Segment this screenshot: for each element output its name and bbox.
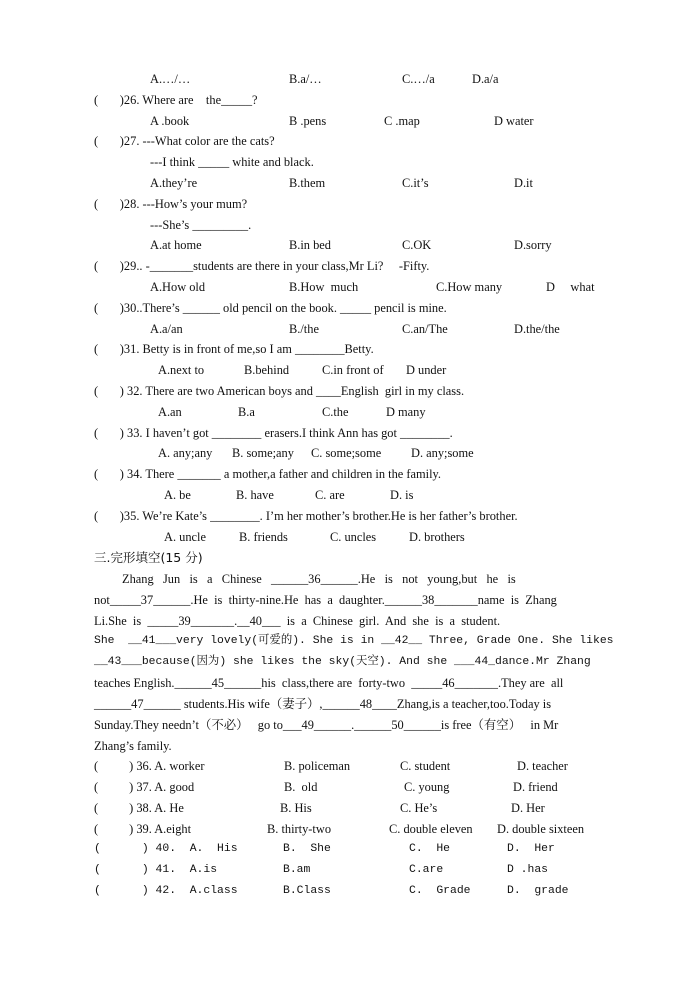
option-c: C.it’s — [402, 176, 429, 190]
passage-line: Li.She is _____39_______.__40___ is a Chinese girl. And she is a student. — [94, 614, 501, 628]
question-40: ( ) 40. A. His — [94, 843, 238, 855]
option-d: D.it — [514, 176, 533, 190]
option-d: D.a/a — [472, 72, 499, 86]
option-a: A.How old — [150, 280, 206, 294]
option-b: B. His — [280, 801, 312, 815]
passage-line: __43___because(因为) she likes the sky(天空). And she ___44_dance.Mr Zhang — [94, 656, 591, 668]
passage-line: Zhang’s family. — [94, 739, 172, 753]
passage-line: Zhang Jun is a Chinese ______36______.He is not young,but he is — [122, 572, 516, 586]
option-c: C.…/a — [402, 72, 435, 86]
question-28: ( )28. ---How’s your mum? — [94, 197, 248, 211]
option-d: D. is — [390, 488, 414, 502]
option-b: B. thirty-two — [267, 822, 332, 836]
option-c: C.are — [409, 864, 444, 876]
option-b: B. friends — [239, 530, 288, 544]
option-c: C.OK — [402, 238, 432, 252]
option-b: B./the — [289, 322, 319, 336]
option-d: D. grade — [507, 885, 569, 897]
option-a: A.they’re — [150, 176, 198, 190]
option-b: B.behind — [244, 363, 290, 377]
option-a: A.at home — [150, 238, 202, 252]
option-b: B. She — [283, 843, 331, 855]
question-29: ( )29.. -_______students are there in your class,Mr Li? -Fifty. — [94, 259, 430, 273]
question-42: ( ) 42. A.class — [94, 885, 238, 897]
option-a: A. be — [164, 488, 191, 502]
section-title: 三.完形填空(15 分) — [94, 550, 203, 565]
option-d: D. double sixteen — [497, 822, 585, 836]
option-c: C.in front of — [322, 363, 384, 377]
question-35: ( )35. We’re Kate’s ________. I’m her mother’s brother.He is her father’s brother. — [94, 509, 518, 523]
option-c: C. some;some — [311, 446, 382, 460]
option-d: D.sorry — [514, 238, 552, 252]
question-27-dialog: ---I think _____ white and black. — [150, 155, 314, 169]
question-28-dialog: ---She’s _________. — [150, 218, 252, 232]
option-c: C .map — [384, 114, 420, 128]
option-d: D under — [406, 363, 447, 377]
option-b: B.am — [283, 864, 311, 876]
option-c: C. are — [315, 488, 345, 502]
question-31: ( )31. Betty is in front of me,so I am ________Betty. — [94, 342, 374, 356]
question-34: ( ) 34. There _______ a mother,a father and children in the family. — [94, 467, 442, 481]
option-b: B. old — [284, 780, 318, 794]
option-d: D. brothers — [409, 530, 465, 544]
option-b: B .pens — [289, 114, 327, 128]
question-41: ( ) 41. A.is — [94, 864, 218, 876]
option-b: B.a — [238, 405, 255, 419]
option-c: C. He’s — [400, 801, 438, 815]
option-c: C. Grade — [409, 885, 471, 897]
passage-line: She __41___very lovely(可爱的). She is in __42__ Three, Grade One. She likes — [94, 635, 614, 647]
passage-line: teaches English.______45______his class,there are forty-two _____46_______.They are all — [94, 676, 564, 690]
option-b: B.Class — [283, 885, 331, 897]
option-c: C.an/The — [402, 322, 448, 336]
option-d: D. teacher — [517, 759, 568, 773]
option-a: A .book — [150, 114, 190, 128]
option-d: D many — [386, 405, 426, 419]
option-d: D. Her — [511, 801, 545, 815]
option-a: A.a/an — [150, 322, 183, 336]
option-a: A.…/… — [150, 72, 191, 86]
option-b: B.them — [289, 176, 326, 190]
option-a: A. any;any — [158, 446, 213, 460]
passage-line: not_____37______.He is thirty-nine.He has a daughter.______38_______name is Zhang — [94, 593, 557, 607]
option-d: D. friend — [513, 780, 558, 794]
option-d: D. Her — [507, 843, 555, 855]
passage-line: Sunday.They needn’t（不必） go to___49______.______50______is free（有空） in Mr — [94, 718, 559, 732]
option-c: C. uncles — [330, 530, 377, 544]
option-c: C. student — [400, 759, 451, 773]
option-b: B.a/… — [289, 72, 322, 86]
question-36: ( ) 36. A. worker — [94, 759, 205, 773]
option-d: D.the/the — [514, 322, 560, 336]
option-d: D. any;some — [411, 446, 474, 460]
option-c: C. young — [404, 780, 450, 794]
question-26: ( )26. Where are the_____? — [94, 93, 258, 107]
option-a: A. uncle — [164, 530, 206, 544]
option-a: A.an — [158, 405, 182, 419]
question-27: ( )27. ---What color are the cats? — [94, 134, 275, 148]
option-b: B. have — [236, 488, 274, 502]
question-39: ( ) 39. A.eight — [94, 822, 192, 836]
option-c: C. double eleven — [389, 822, 473, 836]
option-d: D what — [546, 280, 595, 294]
option-b: B. some;any — [232, 446, 294, 460]
question-30: ( )30..There’s ______ old pencil on the book. _____ pencil is mine. — [94, 301, 447, 315]
option-d: D water — [494, 114, 534, 128]
option-b: B. policeman — [284, 759, 351, 773]
passage-line: ______47______ students.His wife（妻子）,______48____Zhang,is a teacher,too.Today is — [94, 697, 552, 711]
option-c: C. He — [409, 843, 451, 855]
option-b: B.in bed — [289, 238, 331, 252]
question-33: ( ) 33. I haven’t got ________ erasers.I think Ann has got ________. — [94, 426, 453, 440]
question-32: ( ) 32. There are two American boys and ____English girl in my class. — [94, 384, 465, 398]
option-b: B.How much — [289, 280, 359, 294]
option-c: C.the — [322, 405, 349, 419]
option-a: A.next to — [158, 363, 205, 377]
question-37: ( ) 37. A. good — [94, 780, 195, 794]
question-38: ( ) 38. A. He — [94, 801, 184, 815]
option-c: C.How many — [436, 280, 503, 294]
option-d: D .has — [507, 864, 549, 876]
